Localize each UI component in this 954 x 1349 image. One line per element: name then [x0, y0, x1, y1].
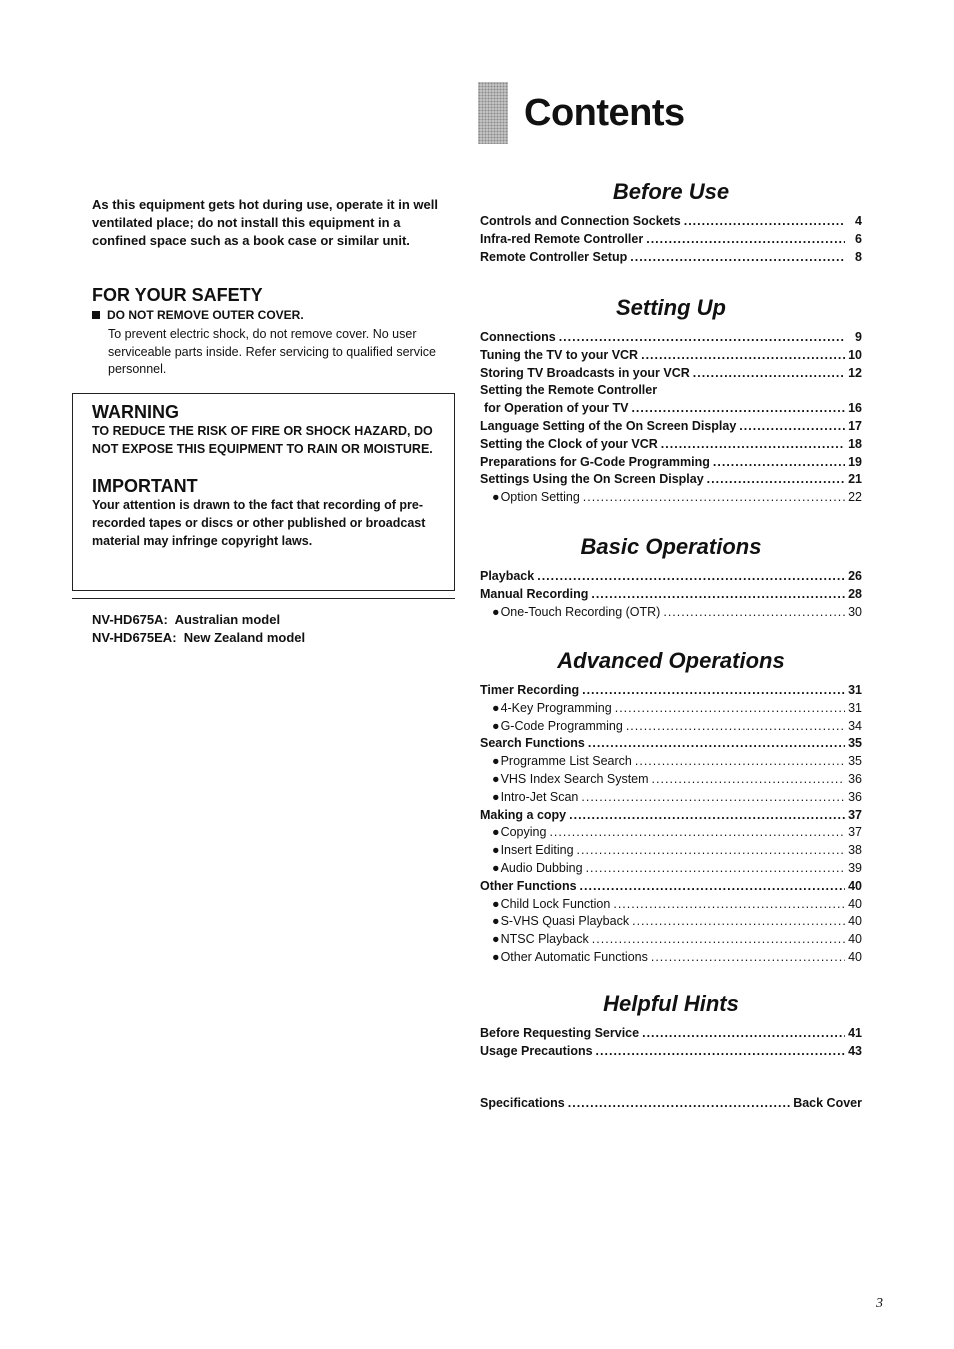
leader-dots: [568, 1095, 790, 1113]
toc-entry[interactable]: [480, 454, 862, 472]
bullet-icon: ●: [492, 896, 500, 911]
toc-page: 37: [848, 825, 862, 840]
section-basic-operations: [480, 533, 862, 621]
toc-label: Settings Using the On Screen Display: [480, 472, 704, 487]
leader-dots: [580, 878, 845, 896]
toc-label: [492, 700, 612, 718]
leader-dots: [661, 436, 845, 454]
bullet-icon: ●: [492, 754, 500, 769]
toc-page: 40: [848, 949, 862, 964]
toc-label-text: 4-Key Programming: [500, 700, 612, 715]
section-heading: Helpful Hints: [603, 991, 739, 1016]
toc-subentry[interactable]: [480, 771, 862, 789]
square-bullet-icon: [92, 311, 100, 319]
toc-subentry[interactable]: [480, 842, 862, 860]
toc-label: [492, 949, 648, 967]
leader-dots: [641, 347, 845, 365]
toc-label: Language Setting of the On Screen Display: [480, 418, 737, 433]
important-text: Your attention is drawn to the fact that recording of pre-recorded tapes or discs or other published or broadcast material may infringe copyright laws.: [92, 498, 426, 548]
toc-label: Specifications: [480, 1096, 565, 1110]
toc-page: 10: [848, 347, 862, 362]
title-pattern-icon: [478, 82, 508, 144]
toc-page: 39: [848, 860, 862, 875]
toc-entry[interactable]: [480, 329, 862, 347]
toc-label: Timer Recording: [480, 683, 580, 697]
section-heading: Basic Operations: [580, 534, 762, 559]
toc-subentry[interactable]: [480, 753, 862, 771]
toc-page: 43: [848, 1043, 862, 1058]
toc-label-text: Programme List Search: [500, 754, 632, 769]
bullet-icon: ●: [492, 490, 500, 505]
leader-dots: [615, 700, 845, 718]
toc-subentry[interactable]: [480, 489, 862, 507]
toc-label: Usage Precautions: [480, 1043, 593, 1058]
toc-label-text: Intro-Jet Scan: [500, 789, 579, 804]
toc-page: 6: [855, 231, 862, 246]
toc-page: 40: [848, 932, 862, 947]
leader-dots: [583, 489, 845, 507]
toc-subentry[interactable]: [480, 931, 862, 949]
model-new-zealand: NV-HD675EA: New Zealand model: [92, 630, 306, 645]
leader-dots: [663, 604, 845, 622]
bullet-icon: ●: [492, 604, 500, 619]
section-specifications: [480, 1095, 862, 1113]
safety-heading: FOR YOUR SAFETY: [92, 285, 263, 305]
leader-dots: [707, 471, 845, 489]
toc-entry[interactable]: [480, 471, 862, 489]
toc-subentry[interactable]: [480, 913, 862, 931]
toc-entry[interactable]: [480, 249, 862, 267]
toc-page: 8: [855, 249, 862, 264]
bullet-icon: ●: [492, 949, 500, 964]
toc-label: Playback: [480, 569, 535, 583]
warning-box: [72, 393, 455, 591]
toc-label: Preparations for G-Code Programming: [480, 454, 710, 469]
leader-dots: [684, 213, 845, 231]
bullet-icon: ●: [492, 914, 500, 929]
leader-dots: [631, 400, 845, 418]
leader-dots: [713, 454, 845, 472]
toc-page: 38: [848, 843, 862, 858]
toc-label: [492, 842, 574, 860]
toc-label-text: Insert Editing: [500, 843, 574, 858]
toc-label: [492, 913, 629, 931]
toc-label: Setting the Remote Controller: [480, 383, 658, 398]
toc-entry[interactable]: [480, 1095, 862, 1113]
leader-dots: [630, 249, 845, 267]
toc-entry[interactable]: [480, 807, 862, 825]
leader-dots: [739, 418, 845, 436]
toc-entry[interactable]: [480, 586, 862, 604]
toc-entry[interactable]: [480, 568, 862, 586]
important-heading: IMPORTANT: [92, 476, 198, 496]
toc-page: 31: [848, 700, 862, 715]
leader-dots: [581, 789, 845, 807]
toc-label: [492, 489, 580, 507]
section-helpful-hints: [480, 990, 862, 1061]
toc-page: 31: [848, 683, 862, 697]
bullet-icon: ●: [492, 860, 500, 875]
toc-entry[interactable]: [480, 365, 862, 383]
leader-dots: [613, 896, 845, 914]
toc-label: [492, 860, 583, 878]
leader-dots: [569, 807, 845, 825]
section-setting-up: [480, 294, 862, 507]
toc-subentry[interactable]: [480, 604, 862, 622]
toc-entry[interactable]: [480, 231, 862, 249]
toc-page: 40: [848, 914, 862, 929]
toc-page: 28: [848, 586, 862, 601]
toc-label-text: VHS Index Search System: [500, 771, 649, 786]
leader-dots: [586, 860, 845, 878]
toc-label-text: One-Touch Recording (OTR): [500, 604, 661, 619]
toc-label: Tuning the TV to your VCR: [480, 347, 639, 362]
toc-label: Making a copy: [480, 807, 567, 822]
toc-page: 9: [855, 330, 862, 344]
toc-label: [492, 789, 578, 807]
toc-label: Other Functions: [480, 878, 577, 893]
toc-page: 4: [855, 214, 862, 228]
toc-label: Manual Recording: [480, 586, 589, 601]
leader-dots: [577, 842, 845, 860]
toc-subentry[interactable]: [480, 824, 862, 842]
toc-subentry[interactable]: [480, 896, 862, 914]
toc-label-text: Audio Dubbing: [500, 860, 583, 875]
warning-text: TO REDUCE THE RISK OF FIRE OR SHOCK HAZARD, DO NOT EXPOSE THIS EQUIPMENT TO RAIN OR MOISTURE.: [92, 424, 433, 456]
toc-page: 37: [848, 807, 862, 822]
toc-entry[interactable]: [480, 682, 862, 700]
leader-dots: [652, 771, 845, 789]
toc-subentry[interactable]: [480, 700, 862, 718]
leader-dots: [635, 753, 845, 771]
toc-label: Setting the Clock of your VCR: [480, 436, 658, 451]
toc-page: 22: [848, 490, 862, 505]
toc-entry[interactable]: [480, 878, 862, 896]
toc-label: [492, 604, 660, 622]
toc-entry[interactable]: [480, 400, 862, 418]
toc-entry[interactable]: [480, 1025, 862, 1043]
toc-page: Back Cover: [793, 1096, 862, 1110]
bullet-icon: ●: [492, 789, 500, 804]
divider: [72, 598, 455, 599]
toc-page: 35: [848, 754, 862, 769]
toc-subentry[interactable]: [480, 860, 862, 878]
section-before-use: [480, 178, 862, 266]
bullet-icon: ●: [492, 771, 500, 786]
toc-page: 30: [848, 604, 862, 619]
toc-label: Before Requesting Service: [480, 1026, 640, 1040]
leader-dots: [596, 1043, 845, 1061]
leader-dots: [591, 586, 845, 604]
leader-dots: [626, 718, 845, 736]
toc-page: 21: [848, 472, 862, 487]
toc-entry[interactable]: [480, 347, 862, 365]
toc-entry[interactable]: [480, 436, 862, 454]
toc-label-text: S-VHS Quasi Playback: [500, 914, 630, 929]
toc-entry[interactable]: [480, 1043, 862, 1061]
toc-label: Connections: [480, 330, 556, 344]
section-advanced-operations: [480, 647, 862, 967]
leader-dots: [582, 682, 845, 700]
toc-label-text: Other Automatic Functions: [500, 949, 648, 964]
toc-subentry[interactable]: [480, 789, 862, 807]
toc-label-text: G-Code Programming: [500, 718, 623, 733]
model-australia: NV-HD675A: Australian model: [92, 612, 281, 627]
leader-dots: [642, 1025, 845, 1043]
toc-label: [492, 718, 623, 736]
toc-entry[interactable]: [480, 735, 862, 753]
toc-label-text: NTSC Playback: [500, 932, 589, 947]
title-block: [478, 80, 685, 146]
toc-label: [492, 753, 632, 771]
toc-label: [492, 824, 546, 842]
safety-subheading: [92, 308, 304, 322]
intro-text: As this equipment gets hot during use, operate it in well ventilated place; do not install this equipment in a confined space such as a book case or similar unit.: [92, 197, 438, 248]
toc-label: [492, 771, 649, 789]
toc-page: 17: [848, 418, 862, 433]
bullet-icon: ●: [492, 718, 500, 733]
toc-page: 19: [848, 454, 862, 469]
leader-dots: [592, 931, 845, 949]
toc-page: 35: [848, 736, 862, 751]
toc-label: Search Functions: [480, 736, 585, 751]
leader-dots: [693, 365, 845, 383]
toc-label-text: Child Lock Function: [500, 896, 611, 911]
toc-label-text: Copying: [500, 825, 547, 840]
toc-label: Controls and Connection Sockets: [480, 214, 681, 228]
toc-page: 18: [848, 436, 862, 451]
bullet-icon: ●: [492, 700, 500, 715]
toc-page: 40: [848, 878, 862, 893]
toc-page: 26: [848, 569, 862, 583]
leader-dots: [588, 735, 845, 753]
toc-entry[interactable]: [480, 213, 862, 231]
toc-label: [492, 896, 610, 914]
toc-page: 36: [848, 771, 862, 786]
leader-dots: [651, 949, 845, 967]
section-heading: Before Use: [612, 179, 730, 204]
toc-page: 36: [848, 789, 862, 804]
toc-label: for Operation of your TV: [484, 401, 629, 416]
leader-dots: [537, 568, 845, 586]
leader-dots: [646, 231, 845, 249]
toc-label: Storing TV Broadcasts in your VCR: [480, 365, 690, 380]
leader-dots: [632, 913, 845, 931]
toc-page: 41: [848, 1026, 862, 1040]
toc-label: [492, 931, 589, 949]
toc-page: 16: [848, 401, 862, 416]
toc-label-text: Option Setting: [500, 490, 580, 505]
toc-page: 40: [848, 896, 862, 911]
safety-subheading-text: DO NOT REMOVE OUTER COVER.: [107, 308, 304, 322]
toc-label: Infra-red Remote Controller: [480, 231, 644, 246]
bullet-icon: ●: [492, 825, 500, 840]
toc-subentry[interactable]: [480, 949, 862, 967]
toc-entry[interactable]: [480, 418, 862, 436]
bullet-icon: ●: [492, 843, 500, 858]
intro-block: [92, 196, 442, 250]
warning-heading: WARNING: [92, 402, 179, 422]
leader-dots: [559, 329, 845, 347]
page-number: 3: [876, 1296, 883, 1311]
toc-subentry[interactable]: [480, 718, 862, 736]
bullet-icon: ●: [492, 932, 500, 947]
model-list: [92, 611, 305, 647]
toc-label: Remote Controller Setup: [480, 249, 628, 264]
toc-page: 12: [848, 365, 862, 380]
section-heading: Advanced Operations: [557, 648, 785, 673]
page-title: Contents: [524, 91, 685, 134]
section-heading: Setting Up: [616, 295, 726, 320]
toc-entry[interactable]: [480, 382, 862, 400]
toc-page: 34: [848, 718, 862, 733]
safety-text: To prevent electric shock, do not remove cover. No user serviceable parts inside. Refer servicing to qualified service personnel.: [108, 327, 436, 376]
leader-dots: [549, 824, 845, 842]
